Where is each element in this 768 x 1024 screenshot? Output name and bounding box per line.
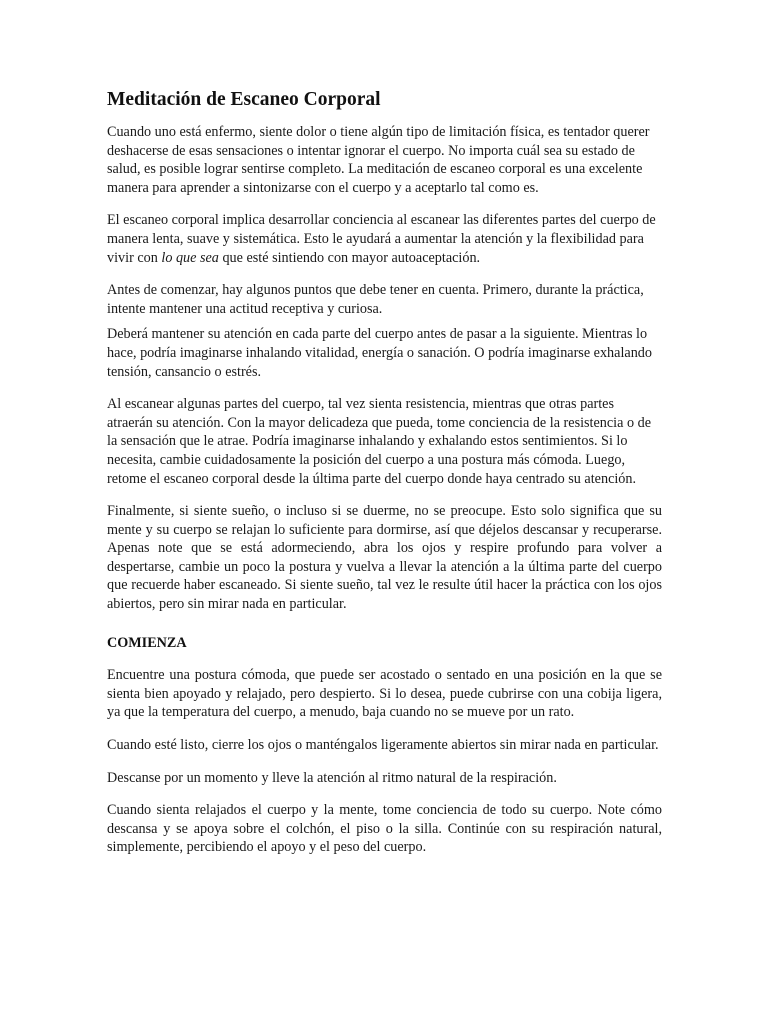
paragraph-body-scan-definition	[107, 211, 662, 267]
paragraph-posture: Encuentre una postura cómoda, que puede ser acostado o sentado en una posición en la que se sienta bien apoyado y relajado, pero despierto. Si lo desea, puede cubrirse con una cobija ligera, ya que la temperatura del cuerpo, a menudo, baja cuando no se mueve por un rato.	[107, 667, 662, 721]
paragraph-breathing: Descanse por un momento y lleve la atención al ritmo natural de la respiración.	[107, 769, 557, 786]
paragraph-sleep: Finalmente, si siente sueño, o incluso si se duerme, no se preocupe. Esto solo significa que su mente y su cuerpo se relajan lo suficiente para dormirse, así que déjelos descansar y recuperarse. Apenas note que se está adormeciendo, abra los ojos y respire profundo para volver a despertarse, cambie un poco la postura y vuelva a llevar la atención a la última parte del cuerpo que recuerde haber escaneado. Si siente sueño, tal vez le resulte útil hacer la práctica con los ojos abiertos, pero sin mirar nada en particular.	[107, 503, 662, 613]
paragraph-text-after: que esté sintiendo con mayor autoaceptación.	[218, 249, 481, 266]
document-title: Meditación de Escaneo Corporal	[107, 89, 381, 110]
section-heading: COMIENZA	[107, 634, 187, 651]
paragraph-before-starting: Antes de comenzar, hay algunos puntos que debe tener en cuenta. Primero, durante la práctica, intente mantener una actitud receptiva y curiosa.	[107, 282, 644, 317]
paragraph-emphasis: lo que sea	[161, 249, 219, 266]
paragraph-intro: Cuando uno está enfermo, siente dolor o tiene algún tipo de limitación física, es tentador querer deshacerse de esas sensaciones o intentar ignorar el cuerpo. No importa cuál sea su estado de salud, es posible lograr sentirse completo. La meditación de escaneo corporal es una excelente manera para aprender a sintonizarse con el cuerpo y a aceptarlo tal como es.	[107, 124, 650, 196]
paragraph-whole-body: Cuando sienta relajados el cuerpo y la mente, tome conciencia de todo su cuerpo. Note cómo descansa y se apoya sobre el colchón, el piso o la silla. Continúe con su respiración natural, simplemente, percibiendo el apoyo y el peso del cuerpo.	[107, 802, 662, 856]
paragraph-text-before: El escaneo corporal implica desarrollar conciencia al escanear las diferentes partes del cuerpo de manera lenta, suave y sistemática. Esto le ayudará a aumentar la atención y la flexibilidad para vivir con	[107, 212, 656, 266]
paragraph-eyes: Cuando esté listo, cierre los ojos o manténgalos ligeramente abiertos sin mirar nada en particular.	[107, 737, 659, 754]
paragraph-attention: Deberá mantener su atención en cada parte del cuerpo antes de pasar a la siguiente. Mientras lo hace, podría imaginarse inhalando vitalidad, energía o sanación. O podría imaginarse exhalando tensión, cansancio o estrés.	[107, 326, 652, 380]
document-page	[107, 88, 662, 871]
paragraph-resistance: Al escanear algunas partes del cuerpo, tal vez sienta resistencia, mientras que otras partes atraerán su atención. Con la mayor delicadeza que pueda, tome conciencia de la resistencia o de la sensación que le atrae. Podría imaginarse inhalando y exhalando estos sentimientos. Si lo necesita, cambie cuidadosamente la posición del cuerpo a una postura más cómoda. Luego, retome el escaneo corporal desde la última parte del cuerpo donde haya centrado su atención.	[107, 396, 651, 487]
